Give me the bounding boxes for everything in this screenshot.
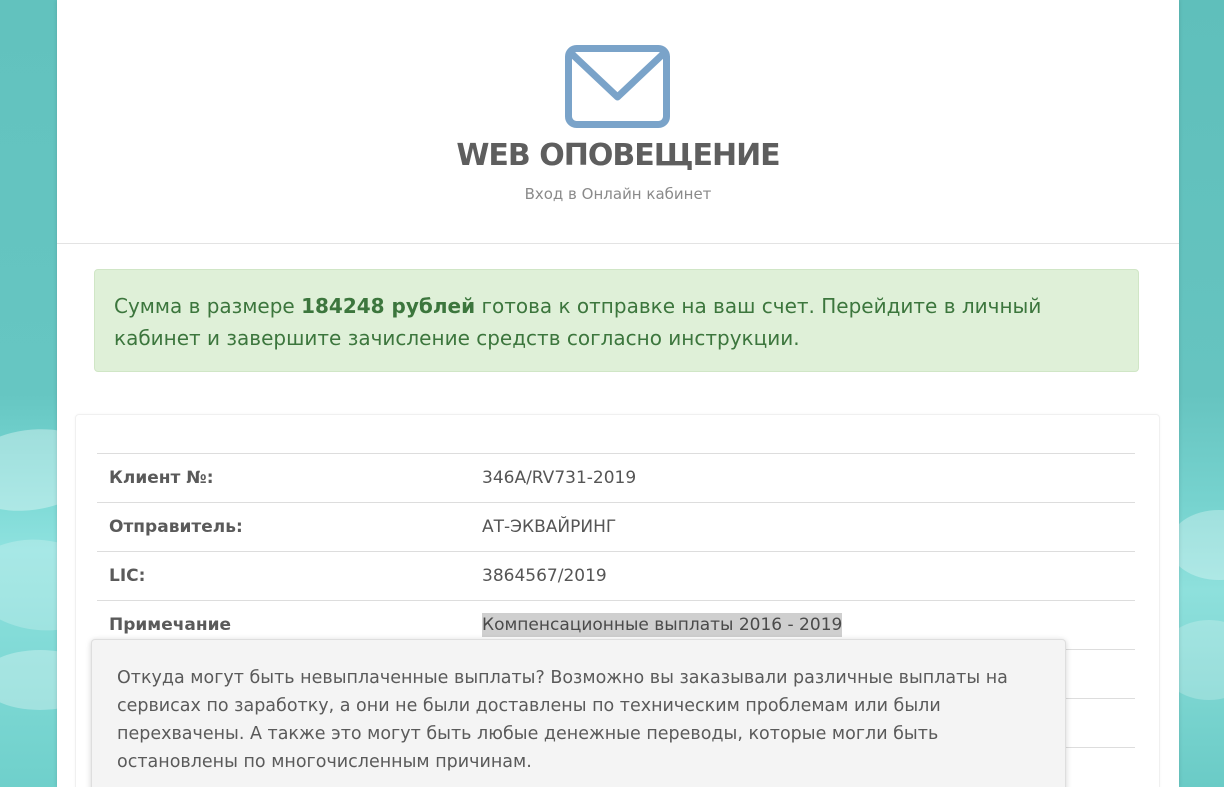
row-value-note[interactable]: Компенсационные выплаты 2016 - 2019 <box>482 615 843 635</box>
page-container <box>57 0 1179 787</box>
row-label-client: Клиент №: <box>97 454 470 503</box>
envelope-icon <box>565 45 670 128</box>
alert-amount: 184248 рублей <box>301 294 476 318</box>
row-value-lic: 3864567/2019 <box>470 552 1135 601</box>
alert-text-before: Сумма в размере <box>114 294 302 318</box>
row-value-sender: АТ-ЭКВАЙРИНГ <box>470 503 1135 552</box>
success-alert <box>94 269 1139 372</box>
alert-text-after: готова к отправке на ваш счет. Перейдите в личный кабинет и завершите зачисление средств согласно инструкции. <box>114 294 1042 350</box>
table-row <box>97 503 1135 552</box>
table-row <box>97 454 1135 503</box>
page-title: WEB ОПОВЕЩЕНИЕ <box>456 138 780 173</box>
row-label-sender: Отправитель: <box>97 503 470 552</box>
row-label-note: Примечание <box>97 601 470 650</box>
info-tooltip: Откуда могут быть невыплаченные выплаты? Возможно вы заказывали различные выплаты на сервисах по заработку, а они не были доставлены по техническим проблемам или были перехвачены. А также это могут быть любые денежные переводы, которые могли быть остановлены по многочисленным причинам. <box>91 639 1066 787</box>
background-right <box>1179 0 1224 787</box>
page-subtitle: Вход в Онлайн кабинет <box>524 185 712 203</box>
page-header <box>57 0 1179 244</box>
table-row <box>97 552 1135 601</box>
row-label-lic: LIC: <box>97 552 470 601</box>
row-value-client: 346A/RV731-2019 <box>470 454 1135 503</box>
background-left <box>0 0 57 787</box>
